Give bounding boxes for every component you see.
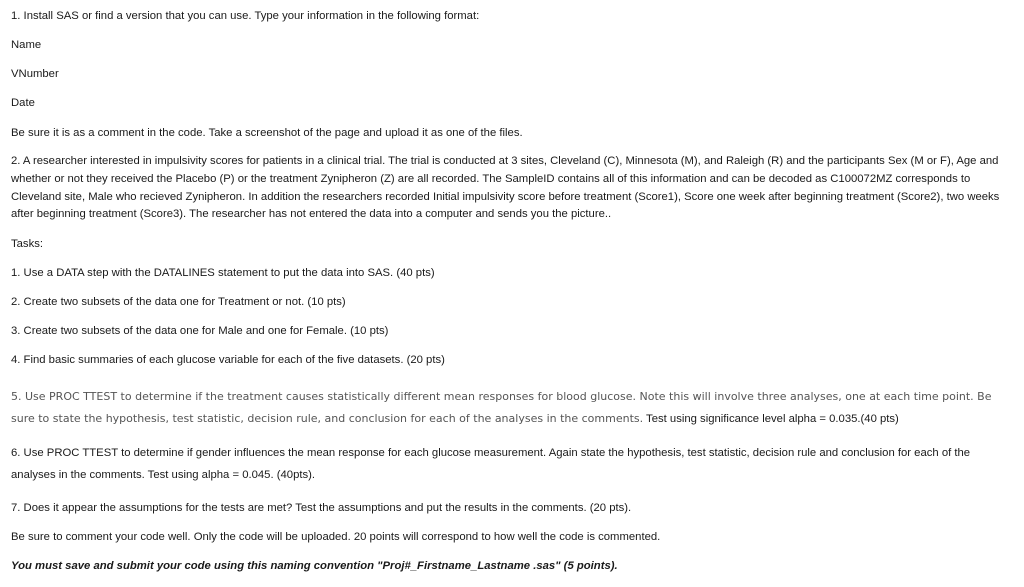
task-1: 1. Use a DATA step with the DATALINES statement to put the data into SAS. (40 pts)	[11, 267, 435, 279]
task-5	[11, 386, 1006, 430]
task-3: 3. Create two subsets of the data one for Male and one for Female. (10 pts)	[11, 325, 389, 337]
task-5-text: 5. Use PROC TTEST to determine if the treatment causes statistically different mean responses for blood glucose. Note this will involve three analyses, one at each time point. Be sure to state the hypothesis, test statistic, decision rule, and conclusion for each of the analyses in the comments.	[11, 390, 992, 425]
format-name: Name	[11, 39, 42, 51]
comment-note: Be sure it is as a comment in the code. Take a screenshot of the page and upload it as one of the files.	[11, 127, 523, 139]
task-5-alpha: Test using significance level alpha = 0.035.(40 pts)	[643, 413, 899, 425]
task-6: 6. Use PROC TTEST to determine if gender influences the mean response for each glucose measurement. Again state the hypothesis, test statistic, decision rule and conclusion for each of the analyses in the comments. Test using alpha = 0.045. (40pts).	[11, 447, 971, 481]
tasks-heading: Tasks:	[11, 238, 44, 250]
task-4: 4. Find basic summaries of each glucose variable for each of the five datasets. (20 pts)	[11, 354, 445, 366]
submission-instructions: You must save and submit your code using this naming convention "Proj#_Firstname_Lastname .sas" (5 points).	[11, 560, 618, 572]
task-2: 2. Create two subsets of the data one for Treatment or not. (10 pts)	[11, 296, 346, 308]
format-date: Date	[11, 97, 35, 109]
format-vnumber: VNumber	[11, 68, 59, 80]
item-1-install-sas: 1. Install SAS or find a version that you can use. Type your information in the following format:	[11, 10, 480, 22]
task-7: 7. Does it appear the assumptions for the tests are met? Test the assumptions and put the results in the comments. (20 pts).	[11, 502, 632, 514]
item-2-researcher-description: 2. A researcher interested in impulsivity scores for patients in a clinical trial. The trial is conducted at 3 sites, Cleveland (C), Minnesota (M), and Raleigh (R) and the participants Sex (M or F), Age and whether or not they received the Placebo (P) or the treatment Zynipheron (Z) are all recorded. The SampleID contains all of this information and can be decoded as C100072MZ corresponds to Cleveland site, Male who recieved Zynipheron. In addition the researchers recorded Initial impulsivity score before treatment (Score1), Score one week after beginning treatment (Score2), two weeks after beginning treatment (Score3). The researcher has not entered the data into a computer and sends you the picture..	[11, 155, 1000, 221]
comment-well-note: Be sure to comment your code well. Only the code will be uploaded. 20 points will correspond to how well the code is commented.	[11, 531, 661, 543]
